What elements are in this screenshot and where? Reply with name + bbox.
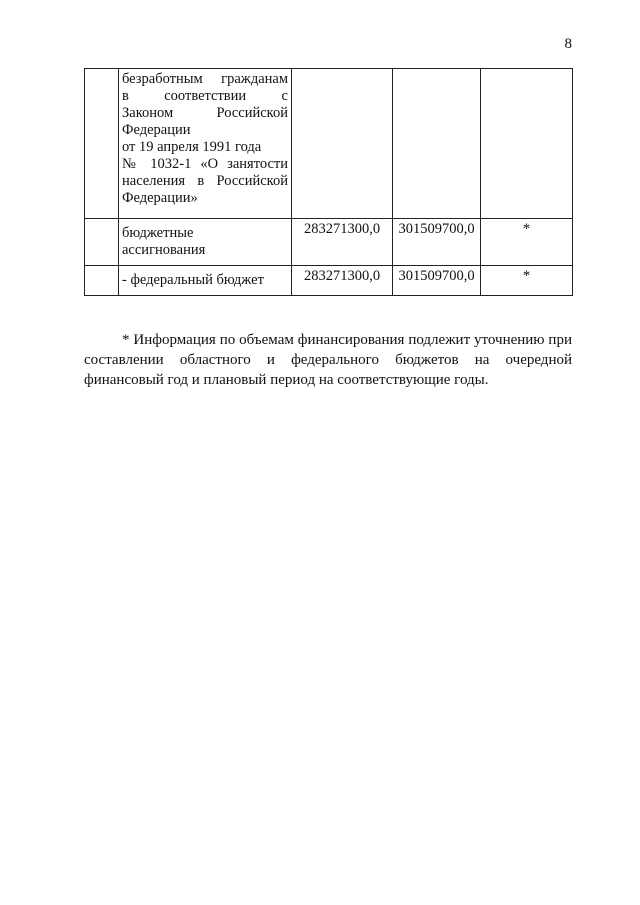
table-row bbox=[85, 266, 573, 296]
table-cell-label: - федеральный бюджет bbox=[119, 266, 292, 296]
table-cell-empty bbox=[85, 219, 119, 266]
table-cell-empty bbox=[292, 69, 393, 219]
description-line: Федерации» bbox=[122, 190, 198, 206]
page-number: 8 bbox=[564, 36, 572, 52]
table-cell-value: * bbox=[481, 266, 573, 296]
table-row bbox=[85, 219, 573, 266]
table-cell-value: * bbox=[481, 219, 573, 266]
description-line: безработным гражданам bbox=[122, 71, 288, 87]
footnote: * Информация по объемам финансирования подлежит уточнению при составлении областного и федерального бюджетов на очередной финансовый год и плановый период на соответствующие годы. bbox=[84, 332, 572, 388]
description-line: Законом Российской bbox=[122, 105, 288, 121]
description-line: в соответствии с bbox=[122, 88, 288, 104]
financing-table bbox=[84, 68, 573, 296]
table-row bbox=[85, 69, 573, 219]
label-line: бюджетные bbox=[122, 225, 194, 241]
table-cell-empty bbox=[85, 266, 119, 296]
table-cell-label bbox=[119, 219, 292, 266]
description-line: № 1032-1 «О занятости bbox=[122, 156, 288, 172]
description-line: Федерации bbox=[122, 122, 191, 138]
table-cell-value: 283271300,0 bbox=[292, 266, 393, 296]
table-cell-empty bbox=[481, 69, 573, 219]
table-cell-value: 301509700,0 bbox=[393, 266, 481, 296]
table-cell-empty bbox=[85, 69, 119, 219]
description-line: от 19 апреля 1991 года bbox=[122, 139, 262, 155]
table-cell-description bbox=[119, 69, 292, 219]
table-cell-value: 283271300,0 bbox=[292, 219, 393, 266]
description-line: населения в Российской bbox=[122, 173, 288, 189]
table-cell-empty bbox=[393, 69, 481, 219]
label-line: ассигнования bbox=[122, 242, 206, 258]
table-cell-value: 301509700,0 bbox=[393, 219, 481, 266]
